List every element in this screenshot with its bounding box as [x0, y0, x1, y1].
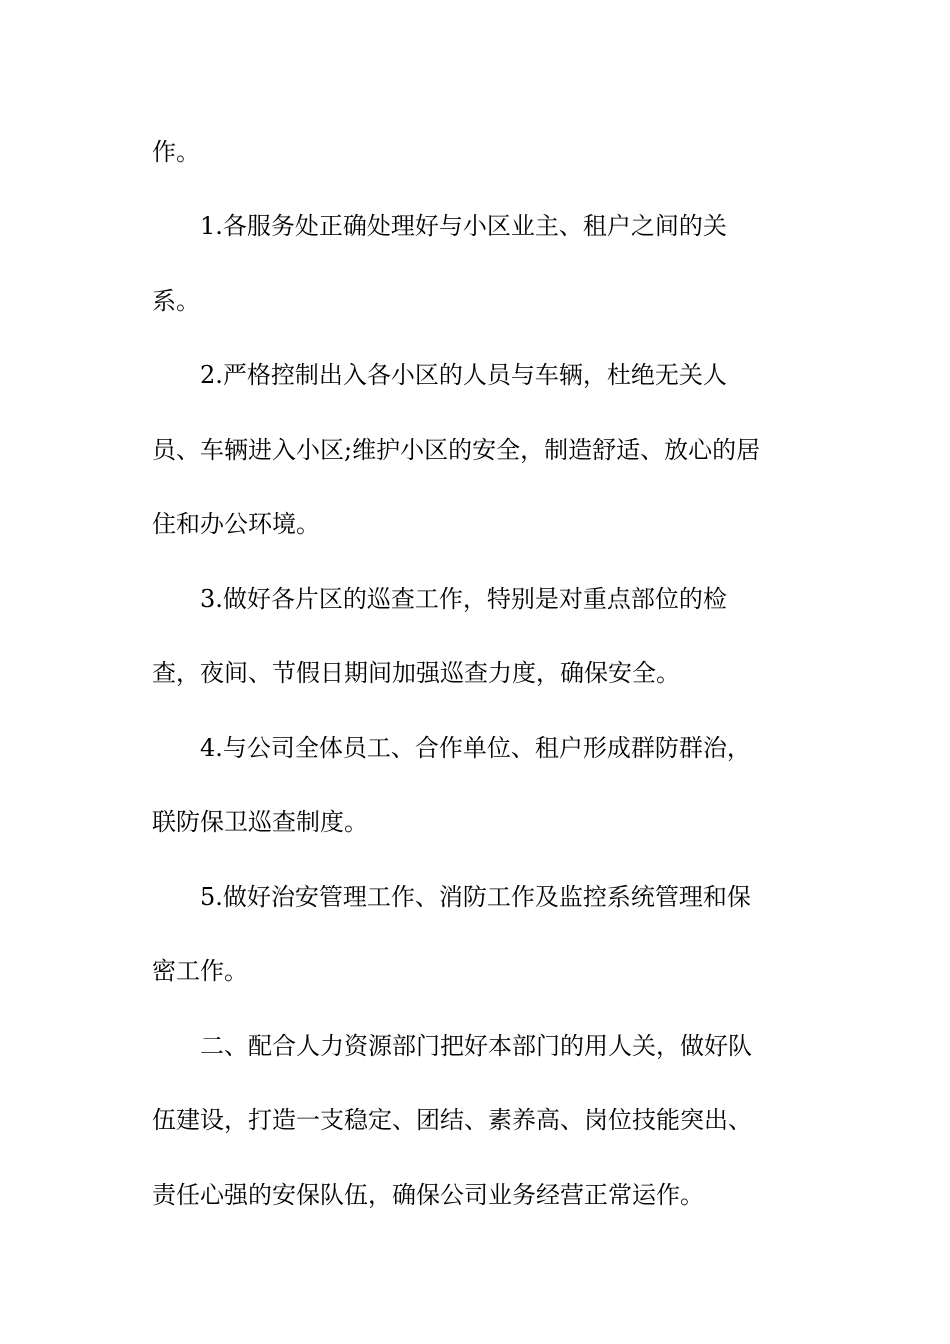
text-line-continuation: 责任心强的安保队伍，确保公司业务经营正常运作。 [152, 1181, 704, 1209]
text-line-item-5: 5.做好治安管理工作、消防工作及监控系统管理和保 [200, 883, 751, 911]
text-line-item-1: 1.各服务处正确处理好与小区业主、租户之间的关 [200, 212, 727, 240]
text-line-continuation: 作。 [152, 138, 200, 166]
text-line-continuation: 联防保卫巡查制度。 [152, 808, 368, 836]
text-line-item-4: 4.与公司全体员工、合作单位、租户形成群防群治， [200, 734, 751, 762]
text-line-continuation: 密工作。 [152, 957, 248, 985]
text-line-continuation: 系。 [152, 287, 200, 315]
text-line-continuation: 员、车辆进入小区;维护小区的安全，制造舒适、放心的居 [152, 436, 761, 464]
text-line-item-3: 3.做好各片区的巡查工作，特别是对重点部位的检 [200, 585, 727, 613]
text-line-continuation: 伍建设，打造一支稳定、团结、素养高、岗位技能突出、 [152, 1106, 752, 1134]
text-line-section-2: 二、配合人力资源部门把好本部门的用人关，做好队 [200, 1032, 752, 1060]
text-line-continuation: 住和办公环境。 [152, 510, 320, 538]
text-line-continuation: 查，夜间、节假日期间加强巡查力度，确保安全。 [152, 659, 680, 687]
text-line-item-2: 2.严格控制出入各小区的人员与车辆，杜绝无关人 [200, 361, 727, 389]
